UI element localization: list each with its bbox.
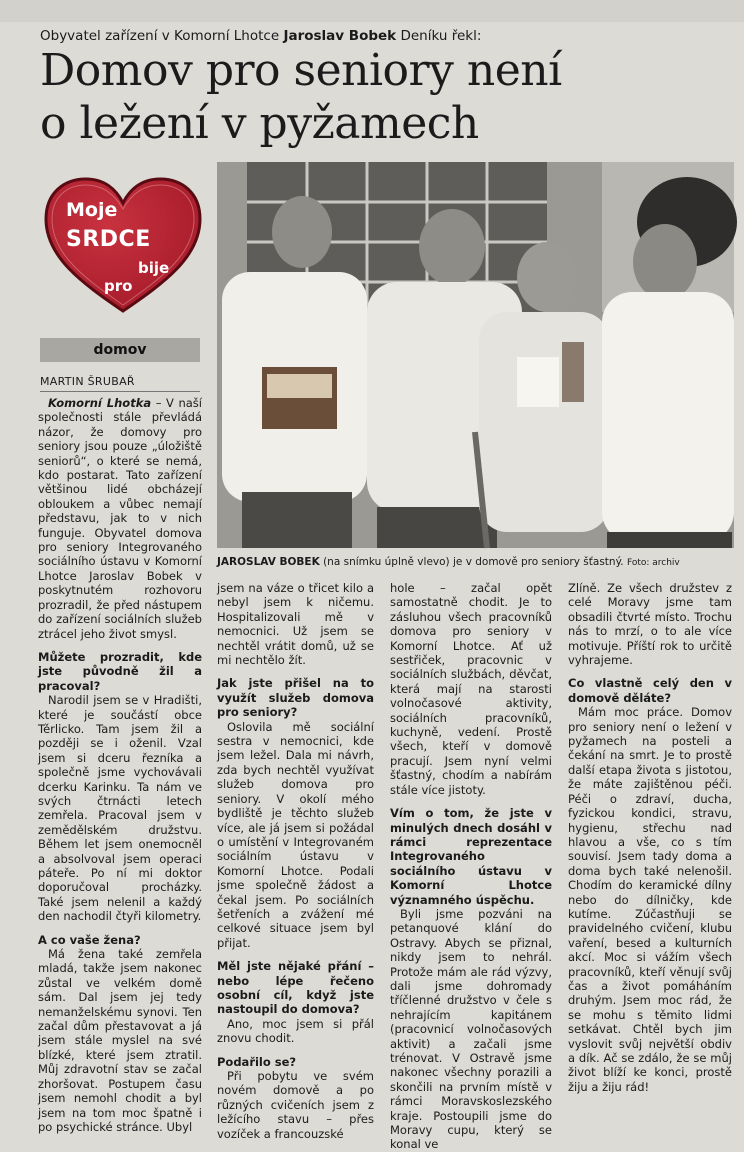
rubric-label: domov bbox=[40, 338, 200, 362]
kicker-name: Jaroslav Bobek bbox=[283, 28, 397, 44]
logo-text-moje: Moje bbox=[66, 199, 118, 221]
answer-3: Oslovila mě sociální sestra v nemocnici, kde jsem ležel. Dala mi návrh, zda bych nechtěl využívat služeb domova pro seniory. V okolí mého bydliště je těchto služeb více, ale já jsem si požádal o umístění v Integrovaném sociálním ústavu v Komorní Lhotce. Podali jsme společně žádost a čekal jsem. Po sociálních šetřeních a zvážení mé celkové situace jsem byl přijat. bbox=[217, 719, 374, 950]
answer-6-continued: Zlíně. Ze všech družstev z celé Moravy jsme tam obsadili čtvrté místo. Trochu nás to mrzí, o to ale více motivuje. Příští rok to určitě vyhrajeme. bbox=[568, 581, 732, 668]
answer-4: Ano, moc jsem si přál znovu chodit. bbox=[217, 1016, 374, 1046]
logo-text-pro: pro bbox=[104, 277, 133, 295]
kicker-suffix: Deníku řekl: bbox=[400, 28, 482, 44]
question-7: Co vlastně celý den v domově děláte? bbox=[568, 676, 732, 705]
answer-1: Narodil jsem se v Hradišti, které je součástí obce Těrlicko. Tam jsem žil a později se i oženil. Vzal jsem si dceru řezníka a společně jsme vychovávali dcerku Karinku. Ta nám ve svých čtrnácti letech zemřela. Pracoval jsem v zemědělském družstvu. Během let jsem onemocněl a absolvoval jsem operaci páteře. Po ní mi doktor doporučoval procházky. Také jsem nelenil a každý den nachodil čtyři kilometry. bbox=[38, 693, 202, 924]
question-6: Vím o tom, že jste v minulých dnech dosáhl v rámci reprezentace Integrovaného sociálního ústavu v Komorní Lhotce významného úspěchu. bbox=[390, 806, 552, 907]
answer-7: Mám moc práce. Domov pro seniory není o ležení v pyžamech na posteli a čekání na smrt. Je to prostě další etapa života s jistotou, že máte zajištěnou péči. Péči o zdraví, ducha, fyzickou kondici, stravu, hygienu, střechu nad hlavou a vše, co s tím souvisí. Jsem tady doma a doma bych také nelenošil. Chodím do keramické dílny nebo do dílničky, kde kutíme. Zúčastňuji se pravidelného cvičení, klubu vaření, besed a kulturních akcí. Moc si vážím všech pracovníků, kteří věnují svůj čas a život pomáháním druhým. Jsem moc rád, že se mohu s těmito lidmi setkávat. Chtěl bych jim vyslovit svůj největší obdiv a dík. Ač se zdálo, že se můj život blíží ke konci, prostě žiju a žiju rád! bbox=[568, 705, 732, 1094]
previous-page-strip bbox=[0, 0, 744, 22]
caption-name: JAROSLAV BOBEK bbox=[217, 556, 320, 568]
dateline: Komorní Lhotka bbox=[48, 396, 152, 410]
article-column-3 bbox=[390, 581, 552, 1152]
photo-caption bbox=[217, 556, 735, 568]
question-4: Měl jste nějaké přání – nebo lépe řečeno osobní cíl, když jste nastoupil do domova? bbox=[217, 959, 374, 1017]
kicker bbox=[40, 28, 720, 44]
answer-5-continued: hole – začal opět samostatně chodit. Je to zásluhou všech pracovníků domova pro seniory v Komorní Lhotce. Ať už sestřiček, pracovnic v sociálních službách, děvčat, která mají na starosti volnočasové aktivity, sociálních pracovníků, kuchyně, vedení. Prostě všech, kteří v domově pracují. Jsem nyní velmi šťastný, chodím a nabírám stále více jistoty. bbox=[390, 581, 552, 797]
article-column-1 bbox=[38, 396, 202, 1134]
answer-2: Má žena také zemřela mladá, takže jsem nakonec zůstal ve velkém domě sám. Dal jsem jej tedy nemanželskému synovi. Ten začal dům přestavovat a já jsem stále myslel na své blízké, které jsem ztratil. Můj zdravotní stav se začal zhoršovat. Postupem času jsem nemohl chodit a byl jsem na tom moc špatně i po psychické stránce. Ubyl bbox=[38, 947, 202, 1134]
article-column-4 bbox=[568, 581, 732, 1094]
answer-2-continued: jsem na váze o třicet kilo a nebyl jsem k ničemu. Hospitalizovali mě v nemocnici. Už jsem se nechtěl vrátit domů, už se mi nechtělo žít. bbox=[217, 581, 374, 668]
caption-text: (na snímku úplně vlevo) je v domově pro seniory šťastný. bbox=[323, 556, 624, 568]
headline-line-1: Domov pro seniory není bbox=[40, 45, 562, 96]
answer-6: Byli jsme pozváni na petanquové klání do Ostravy. Abych se přiznal, nikdy jsem to nehrál. Protože mám ale rád výzvy, dali jsme dohromady tříčlenné družstvo v čele s nehrajícím kapitánem (pracovnicí volnočasových aktivit) a začali jsme trénovat. V Ostravě jsme nakonec všechny porazili a skončili na prvním místě v rámci Moravskoslezského kraje. Postoupili jsme do Moravy cupu, který se konal ve bbox=[390, 906, 552, 1152]
question-3: Jak jste přišel na to využít služeb domova pro seniory? bbox=[217, 676, 374, 720]
article-column-2 bbox=[217, 581, 374, 1141]
answer-5: Při pobytu ve svém novém domově a po různých cvičeních jsem z ležícího stavu – přes vozíček a francouzské bbox=[217, 1069, 374, 1141]
question-1: Můžete prozradit, kde jste původně žil a pracoval? bbox=[38, 649, 202, 693]
kicker-prefix: Obyvatel zařízení v Komorní Lhotce bbox=[40, 28, 280, 44]
author-byline: MARTIN ŠRUBAŘ bbox=[40, 375, 200, 392]
logo-text-bije: bije bbox=[138, 259, 170, 277]
headline-line-2: o ležení v pyžamech bbox=[40, 98, 479, 149]
logo-text-srdce: SRDCE bbox=[66, 227, 151, 252]
moje-srdce-logo bbox=[42, 175, 204, 315]
question-2: A co vaše žena? bbox=[38, 932, 141, 947]
headline bbox=[40, 44, 720, 150]
article-photo bbox=[217, 162, 734, 548]
lead-paragraph bbox=[38, 396, 202, 641]
question-5: Podařilo se? bbox=[217, 1054, 297, 1069]
photo-credit: Foto: archiv bbox=[626, 558, 680, 568]
lead-text: – V naší společnosti stále převládá názor, že domovy pro seniory jsou pouze „úložiště seniorů“, o které se nemá, kdo postarat. Tato zařízení většinou lidé obcházejí obloukem a vůbec nemají představu, jak to v nich funguje. Obyvatel domova pro seniory Integrovaného sociálního ústavu v Komorní Lhotce Jaroslav Bobek v poskytnutém rozhovoru prozradil, že před nástupem do zařízení sociálních služeb ztrácel jeho život smysl. bbox=[38, 396, 202, 641]
